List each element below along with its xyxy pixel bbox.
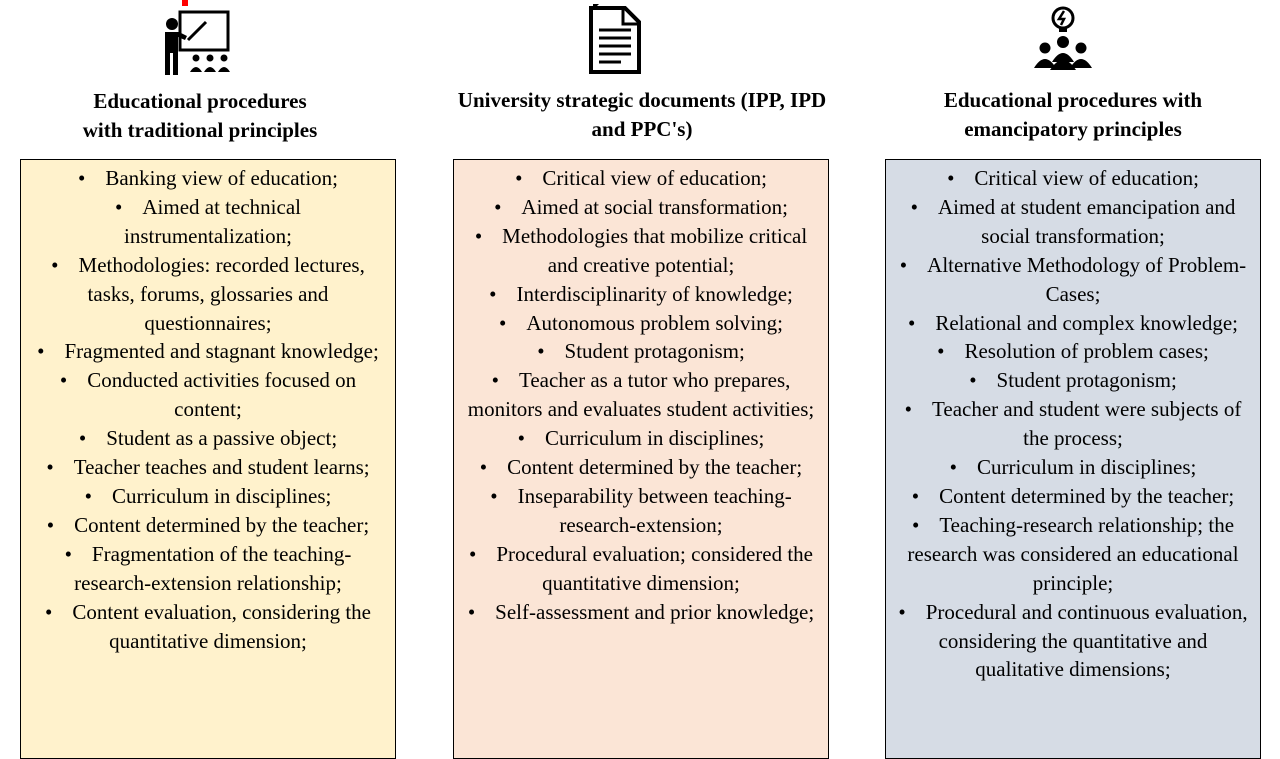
- bullet-icon: •: [911, 483, 920, 508]
- bullet-icon: •: [904, 397, 913, 422]
- list-item: [454, 482, 828, 540]
- bullet-icon: •: [937, 339, 945, 364]
- bullet-icon: •: [491, 368, 499, 393]
- column-3-heading: Educational procedures with emancipatory principles: [943, 88, 1203, 141]
- list-item: [454, 222, 828, 280]
- list-item: [21, 453, 395, 482]
- bullet-icon: •: [947, 166, 955, 190]
- red-marker: [182, 0, 188, 6]
- bullet-icon: •: [489, 281, 497, 306]
- list-item-text: Content determined by the teacher;: [74, 512, 370, 537]
- list-item-text: Critical view of education;: [542, 166, 767, 190]
- list-item: [454, 366, 828, 424]
- list-item-text: Teacher teaches and student learns;: [73, 455, 370, 480]
- list-item-text: Teaching-research relationship; the research was considered an educational principle;: [907, 512, 1239, 595]
- list-item: [21, 424, 395, 453]
- list-item-text: Fragmented and stagnant knowledge;: [64, 339, 379, 364]
- bullet-icon: •: [949, 455, 958, 480]
- list-item: [454, 280, 828, 309]
- list-item: [21, 482, 395, 511]
- list-item-text: Procedural and continuous evaluation, considering the quantitative and qualitative dimensions;: [925, 599, 1248, 682]
- list-item: [886, 395, 1260, 453]
- bullet-icon: •: [498, 310, 507, 335]
- list-item-text: Content determined by the teacher;: [939, 483, 1235, 508]
- list-item: [886, 453, 1260, 482]
- list-item-text: Fragmentation of the teaching-research-extension relationship;: [74, 541, 352, 595]
- list-item-text: Aimed at student emancipation and social transformation;: [937, 194, 1236, 248]
- list-item-text: Banking view of education;: [105, 166, 339, 190]
- bullet-icon: •: [517, 426, 526, 451]
- list-item-text: Relational and complex knowledge;: [935, 310, 1239, 335]
- bullet-icon: •: [907, 310, 916, 335]
- bullet-icon: •: [46, 512, 55, 537]
- teacher-presentation-icon: [160, 0, 240, 80]
- bullet-icon: •: [469, 541, 477, 566]
- column-2-heading: University strategic documents (IPP, IPD and PPC's): [457, 88, 827, 141]
- list-item: [21, 251, 395, 338]
- bullet-icon: •: [515, 166, 523, 190]
- list-item-text: Teacher and student were subjects of the process;: [932, 397, 1242, 451]
- list-item-text: Methodologies: recorded lectures, tasks, forums, glossaries and questionnaires;: [78, 252, 365, 335]
- list-item: [886, 193, 1260, 251]
- list-item: [454, 540, 828, 598]
- list-item-text: Methodologies that mobilize critical and creative potential;: [502, 223, 808, 277]
- bullet-icon: •: [51, 252, 59, 277]
- list-item-text: Resolution of problem cases;: [964, 339, 1209, 364]
- list-item: [21, 511, 395, 540]
- column-1-list: [21, 160, 395, 655]
- list-item: [886, 511, 1260, 598]
- list-item-text: Student as a passive object;: [106, 426, 338, 451]
- list-item-text: Critical view of education;: [974, 166, 1199, 190]
- bullet-icon: •: [911, 512, 920, 537]
- bullet-icon: •: [467, 599, 476, 624]
- list-item-text: Student protagonism;: [996, 368, 1177, 393]
- list-item-text: Content evaluation, considering the quantitative dimension;: [72, 599, 371, 653]
- list-item: [886, 337, 1260, 366]
- list-item-text: Procedural evaluation; considered the quantitative dimension;: [496, 541, 813, 595]
- list-item-text: Teacher as a tutor who prepares, monitors and evaluates student activities;: [467, 368, 815, 422]
- list-item-text: Interdisciplinarity of knowledge;: [516, 281, 793, 306]
- list-item: [454, 337, 828, 366]
- list-item-text: Student protagonism;: [564, 339, 745, 364]
- list-item-text: Alternative Methodology of Problem-Cases;: [927, 252, 1247, 306]
- list-item-text: Inseparability between teaching-research-extension;: [517, 483, 792, 537]
- list-item: [454, 453, 828, 482]
- bullet-icon: •: [77, 166, 86, 190]
- bullet-icon: •: [899, 252, 908, 277]
- bullet-icon: •: [46, 455, 54, 480]
- bullet-icon: •: [479, 455, 488, 480]
- bullet-icon: •: [78, 426, 87, 451]
- bullet-icon: •: [45, 599, 53, 624]
- column-1-box: [20, 159, 396, 759]
- list-item: [21, 366, 395, 424]
- list-item: [454, 424, 828, 453]
- bullet-icon: •: [898, 599, 906, 624]
- list-item: [21, 540, 395, 598]
- bullet-icon: •: [59, 368, 68, 393]
- list-item: [21, 193, 395, 251]
- column-3-list: [886, 160, 1260, 684]
- bullet-icon: •: [474, 223, 483, 248]
- list-item-text: Aimed at technical instrumentalization;: [124, 194, 301, 248]
- column-3-box: [885, 159, 1261, 759]
- list-item: [886, 251, 1260, 309]
- bullet-icon: •: [969, 368, 977, 393]
- list-item: [886, 309, 1260, 338]
- list-item: [886, 366, 1260, 395]
- team-idea-icon: [1028, 4, 1098, 74]
- list-item-text: Curriculum in disciplines;: [977, 455, 1197, 480]
- bullet-icon: •: [910, 194, 918, 219]
- bullet-icon: •: [494, 194, 502, 219]
- list-item: [454, 193, 828, 222]
- list-item-text: Curriculum in disciplines;: [545, 426, 765, 451]
- list-item-text: Conducted activities focused on content;: [87, 368, 357, 422]
- list-item: [886, 482, 1260, 511]
- bullet-icon: •: [37, 339, 45, 364]
- list-item-text: Aimed at social transformation;: [521, 194, 788, 219]
- list-item: [21, 164, 395, 193]
- document-icon: [585, 0, 645, 76]
- bullet-icon: •: [490, 483, 498, 508]
- list-item: [454, 309, 828, 338]
- list-item-text: Autonomous problem solving;: [526, 310, 784, 335]
- list-item-text: Content determined by the teacher;: [507, 455, 803, 480]
- list-item: [454, 598, 828, 627]
- list-item: [886, 598, 1260, 685]
- bullet-icon: •: [115, 194, 123, 219]
- list-item: [886, 164, 1260, 193]
- list-item: [454, 164, 828, 193]
- list-item: [21, 337, 395, 366]
- list-item-text: Curriculum in disciplines;: [112, 483, 332, 508]
- column-2-box: [453, 159, 829, 759]
- column-2-list: [454, 160, 828, 627]
- bullet-icon: •: [537, 339, 545, 364]
- column-1-heading: Educational procedures with traditional principles: [82, 89, 318, 142]
- list-item-text: Self-assessment and prior knowledge;: [495, 599, 815, 624]
- bullet-icon: •: [84, 483, 93, 508]
- bullet-icon: •: [64, 541, 72, 566]
- list-item: [21, 598, 395, 656]
